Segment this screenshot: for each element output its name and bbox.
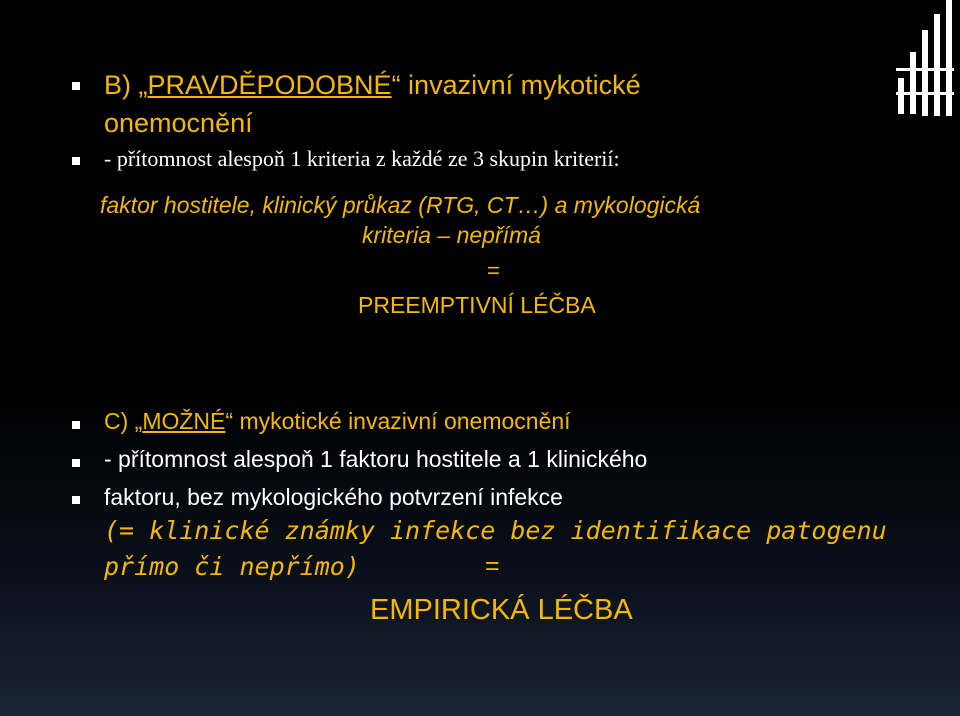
section-c-line2: - přítomnost alespoň 1 faktoru hostitele a 1 klinického xyxy=(104,446,648,472)
section-b-heading xyxy=(104,70,641,101)
bullet xyxy=(72,82,80,90)
section-b-detail1: faktor hostitele, klinický průkaz (RTG, CT…) a mykologická xyxy=(100,192,701,218)
section-c-equals: = xyxy=(485,552,500,580)
heading-prefix: B) „ xyxy=(104,70,148,100)
section-c-line3: faktoru, bez mykologického potvrzení infekce xyxy=(104,484,563,510)
bullet xyxy=(72,157,80,165)
section-c-therapy: EMPIRICKÁ LÉČBA xyxy=(370,594,633,626)
section-c-italic2: přímo či nepřímo) xyxy=(104,552,360,581)
bullet xyxy=(72,496,80,504)
section-b-criteria: - přítomnost alespoň 1 kriteria z každé ze 3 skupin kriterií: xyxy=(104,146,620,171)
section-b-therapy: PREEMPTIVNÍ LÉČBA xyxy=(358,292,596,318)
bullet xyxy=(72,421,80,429)
section-c-italic1: (= klinické známky infekce bez identifikace patogenu xyxy=(104,516,887,545)
heading-rest: “ invazivní mykotické xyxy=(391,70,641,100)
section-b-detail2: kriteria – nepřímá xyxy=(362,222,541,248)
section-b-equals: = xyxy=(487,258,500,283)
heading-keyword: MOŽNÉ xyxy=(142,408,226,434)
section-c-heading xyxy=(104,408,571,435)
corner-decoration xyxy=(890,0,960,180)
section-b-heading-line2: onemocnění xyxy=(104,108,253,138)
heading-prefix: C) „ xyxy=(104,408,143,434)
bullet xyxy=(72,459,80,467)
heading-rest: “ mykotické invazivní onemocnění xyxy=(225,408,571,434)
heading-keyword: PRAVDĚPODOBNÉ xyxy=(147,70,392,100)
